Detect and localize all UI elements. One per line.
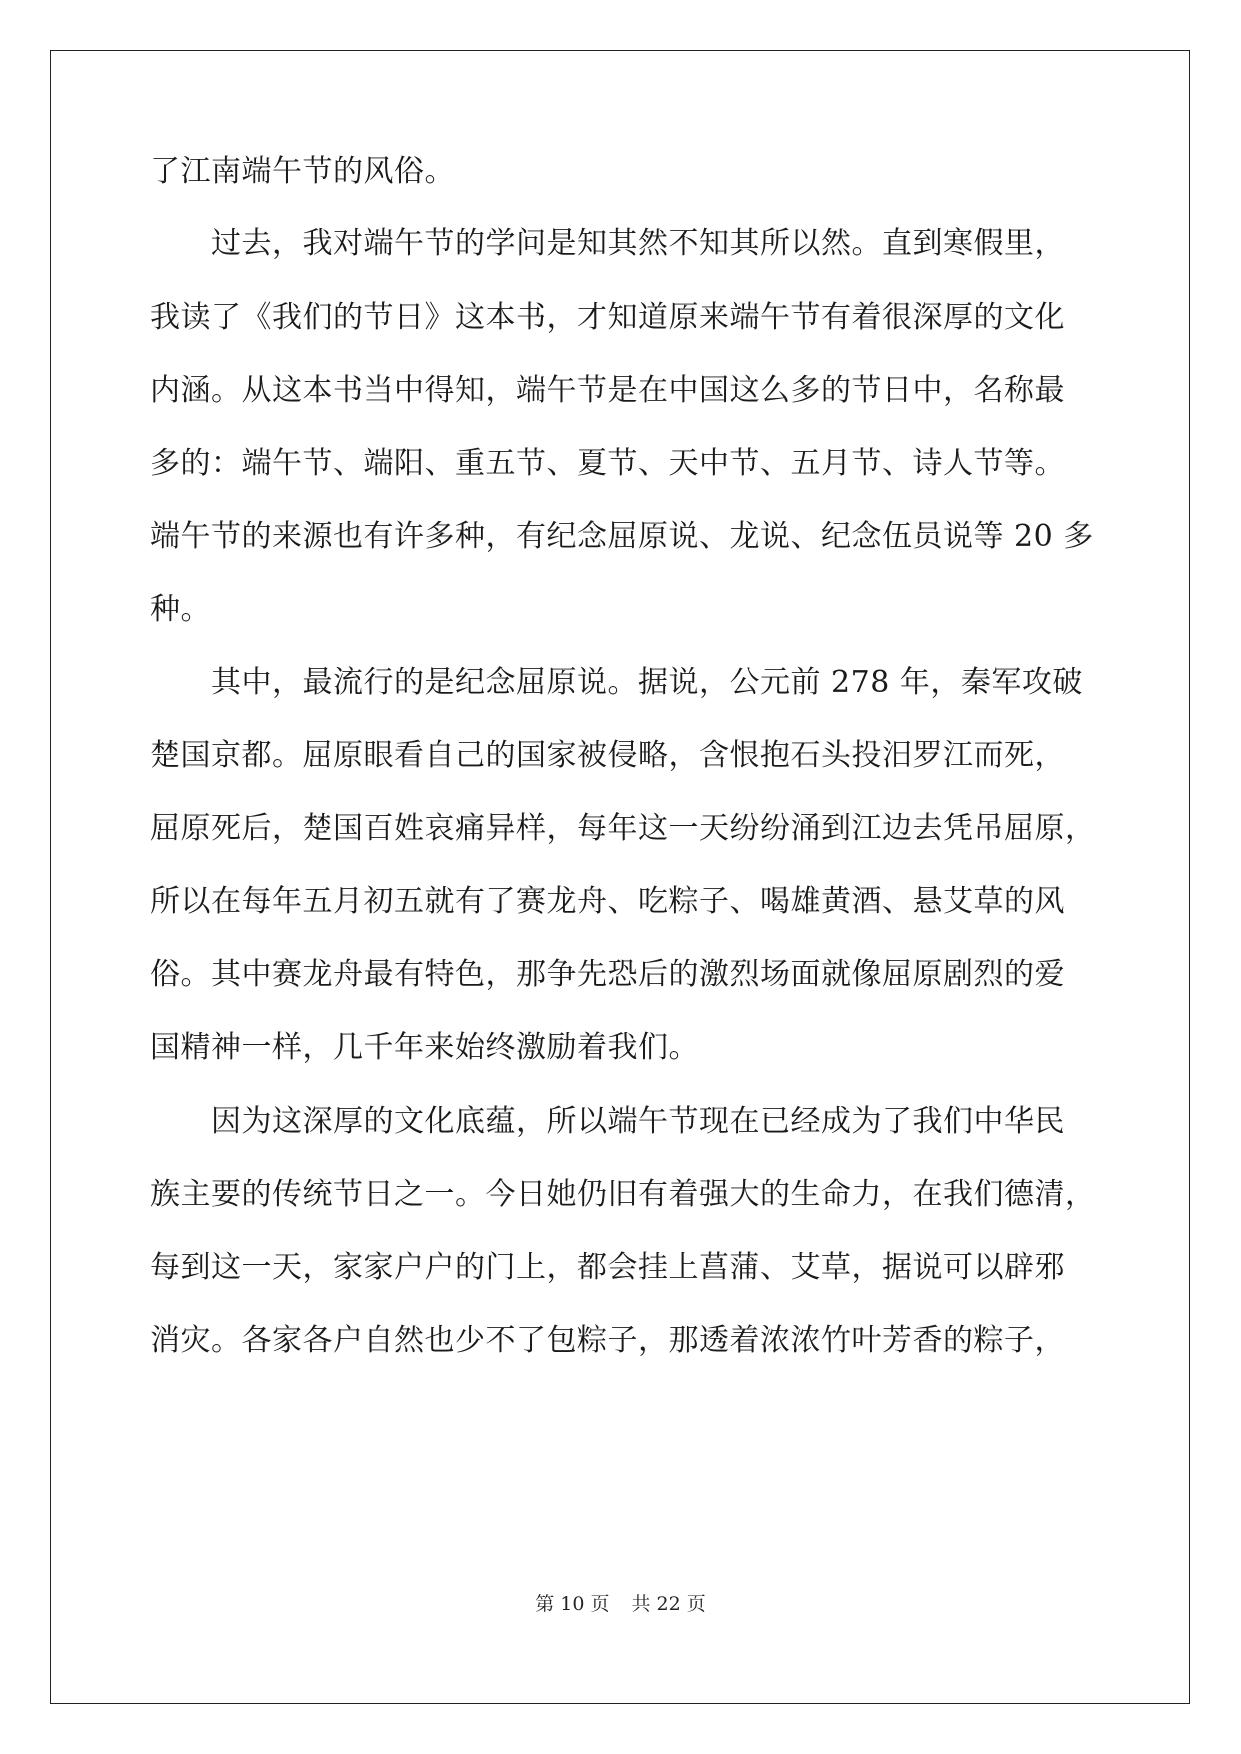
- text-line: 我读了《我们的节日》这本书，才知道原来端午节有着很深厚的文化: [150, 300, 1065, 335]
- text-line: 族主要的传统节日之一。今日她仍旧有着强大的生命力，在我们德清，: [150, 1177, 1096, 1212]
- text-line: 多的：端午节、端阳、重五节、夏节、天中节、五月节、诗人节等。: [150, 446, 1065, 481]
- text-line: 内涵。从这本书当中得知，端午节是在中国这么多的节日中，名称最: [150, 373, 1065, 408]
- text-line: 楚国京都。屈原眼看自己的国家被侵略，含恨抱石头投汨罗江而死，: [150, 738, 1065, 773]
- page-footer: [0, 1592, 1241, 1616]
- text-line: 了江南端午节的风俗。: [150, 154, 455, 189]
- text-line: 端午节的来源也有许多种，有纪念屈原说、龙说、纪念伍员说等 20 多: [150, 519, 1094, 554]
- text-line: 每到这一天，家家户户的门上，都会挂上菖蒲、艾草，据说可以辟邪: [150, 1250, 1065, 1285]
- paragraph-line: 过去，我对端午节的学问是知其然不知其所以然。直到寒假里，: [150, 226, 1065, 261]
- text-line: 俗。其中赛龙舟最有特色，那争先恐后的激烈场面就像屈原剧烈的爱: [150, 957, 1065, 992]
- text-line: 种。: [150, 592, 211, 627]
- text-line: 屈原死后，楚国百姓哀痛异样，每年这一天纷纷涌到江边去凭吊屈原，: [150, 811, 1096, 846]
- text-line: 消灾。各家各户自然也少不了包粽子，那透着浓浓竹叶芳香的粽子，: [150, 1323, 1065, 1358]
- paragraph-line: 因为这深厚的文化底蕴，所以端午节现在已经成为了我们中华民: [150, 1104, 1065, 1139]
- total-pages: 共 22 页: [631, 1593, 706, 1615]
- text-line: 国精神一样，几千年来始终激励着我们。: [150, 1030, 699, 1065]
- paragraph-line: 其中，最流行的是纪念屈原说。据说，公元前 278 年，秦军攻破: [150, 665, 1083, 700]
- text-line: 所以在每年五月初五就有了赛龙舟、吃粽子、喝雄黄酒、悬艾草的风: [150, 884, 1065, 919]
- current-page-number: 第 10 页: [535, 1593, 610, 1615]
